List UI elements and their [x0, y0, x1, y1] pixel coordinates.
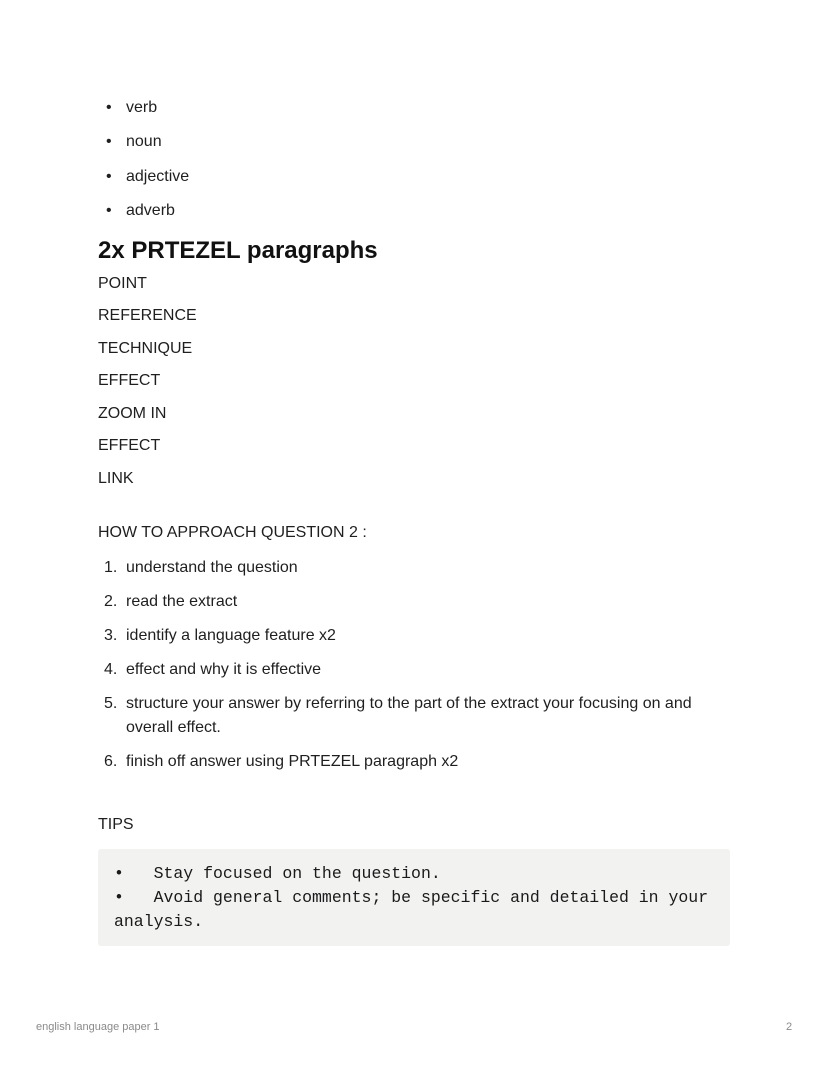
step-item	[98, 692, 730, 740]
step-number: 4.	[104, 660, 118, 678]
step-item	[98, 658, 730, 682]
step-number: 1.	[104, 558, 118, 576]
prtezel-line: ZOOM IN	[98, 404, 167, 422]
list-item: • adverb	[98, 200, 730, 222]
prtezel-line: POINT	[98, 274, 147, 292]
step-number: 5.	[104, 694, 118, 712]
step-item	[98, 624, 730, 648]
step-text: read the extract	[126, 592, 238, 610]
prtezel-line: LINK	[98, 469, 134, 487]
step-item	[98, 750, 730, 774]
list-item: • verb	[98, 97, 730, 119]
step-item	[98, 556, 730, 580]
step-text: understand the question	[126, 558, 298, 576]
step-text: effect and why it is effective	[126, 660, 322, 678]
step-number: 2.	[104, 592, 118, 610]
prtezel-line: EFFECT	[98, 372, 161, 390]
step-text: identify a language feature x2	[126, 626, 336, 644]
word-type-list	[98, 97, 730, 222]
tip-line: • Stay focused on the question.	[114, 863, 441, 883]
prtezel-line: EFFECT	[98, 437, 161, 455]
approach-steps	[98, 556, 730, 774]
step-item	[98, 590, 730, 614]
prtezel-line: TECHNIQUE	[98, 339, 193, 357]
footer-doc-title: english language paper 1	[36, 1021, 160, 1033]
approach-title: HOW TO APPROACH QUESTION 2 :	[98, 523, 367, 541]
page-content	[98, 97, 730, 946]
prtezel-heading: 2x PRTEZEL paragraphs	[98, 236, 378, 264]
step-number: 6.	[104, 752, 118, 770]
list-item: • noun	[98, 131, 730, 153]
footer-page-number: 2	[786, 1021, 793, 1033]
tips-title: TIPS	[98, 815, 134, 833]
step-number: 3.	[104, 626, 118, 644]
step-text: structure your answer by referring to the part of the extract your focusing on and overall effect.	[126, 694, 692, 736]
list-item: • adjective	[98, 166, 730, 188]
tip-line: • Avoid general comments; be specific and detailed in your analysis.	[114, 887, 719, 931]
prtezel-line: REFERENCE	[98, 307, 197, 325]
tips-code-block	[98, 849, 730, 946]
prtezel-lines	[98, 273, 730, 490]
step-text: finish off answer using PRTEZEL paragraph x2	[126, 752, 459, 770]
